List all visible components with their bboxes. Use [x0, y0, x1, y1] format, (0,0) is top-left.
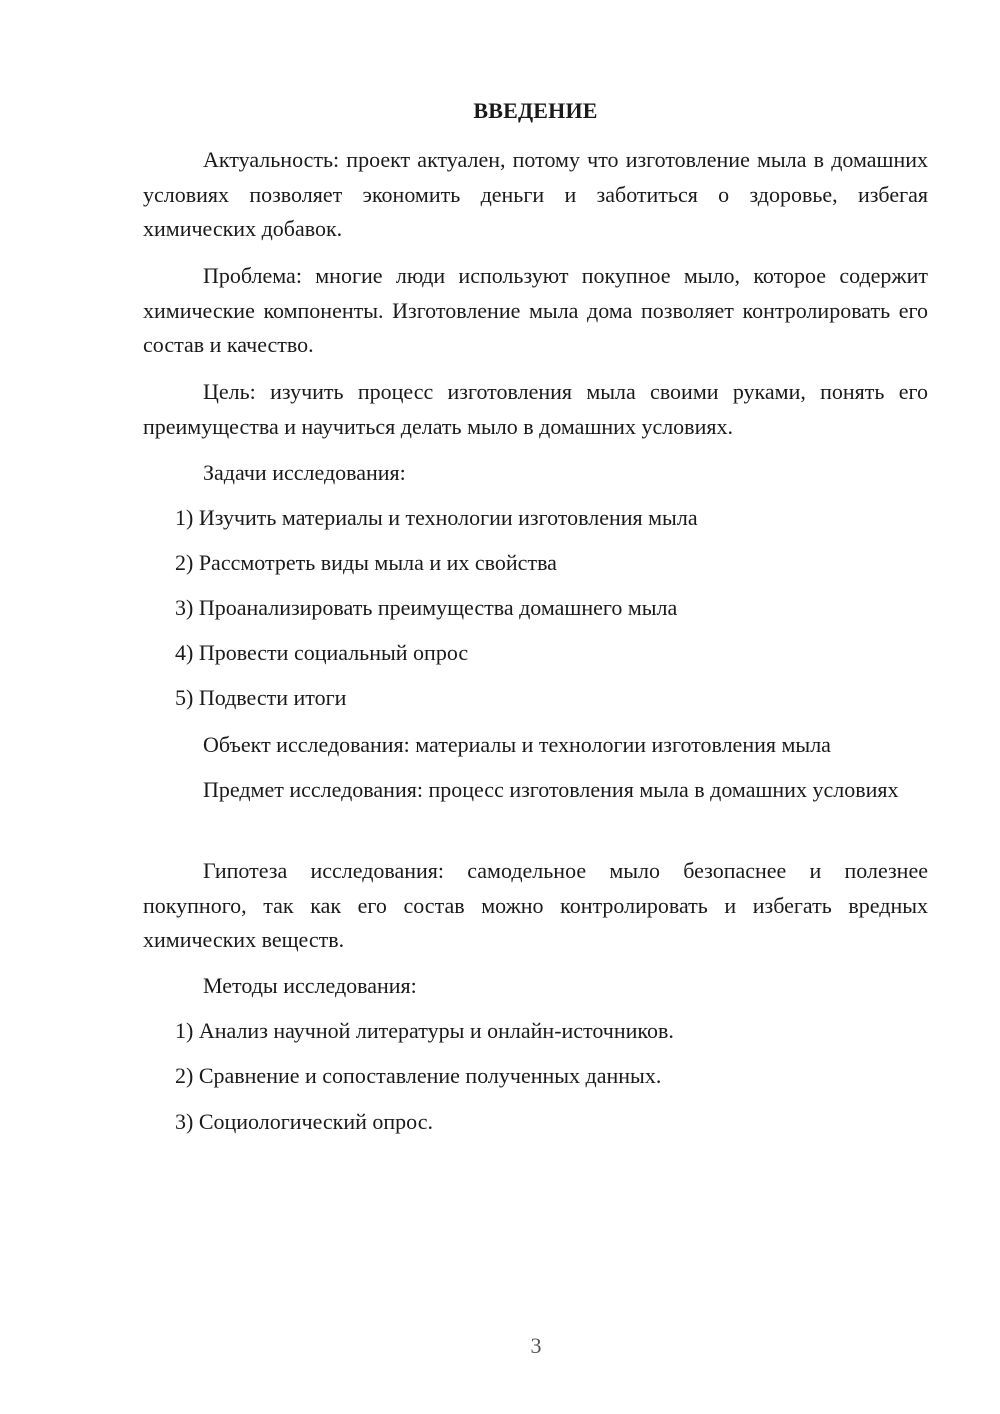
section-title: ВВЕДЕНИЕ: [473, 98, 598, 123]
methods-heading: Методы исследования:: [203, 973, 417, 998]
page-number: 3: [530, 1333, 542, 1358]
method-item: 2) Сравнение и сопоставление полученных данных.: [175, 1063, 662, 1088]
hypothesis-paragraph: Гипотеза исследования: самодельное мыло безопаснее и полезнее покупного, так как его состав можно контролировать и избегать вредных химических веществ.: [143, 858, 928, 952]
task-item: 1) Изучить материалы и технологии изготовления мыла: [175, 505, 698, 530]
task-item: 2) Рассмотреть виды мыла и их свойства: [175, 550, 557, 575]
method-item: 3) Социологический опрос.: [175, 1109, 433, 1134]
goal-paragraph: Цель: изучить процесс изготовления мыла своими руками, понять его преимущества и научиться делать мыло в домашних условиях.: [143, 379, 928, 439]
problem-paragraph: Проблема: многие люди используют покупное мыло, которое содержит химические компоненты. Изготовление мыла дома позволяет контролировать его состав и качество.: [143, 263, 928, 357]
task-item: 3) Проанализировать преимущества домашнего мыла: [175, 595, 678, 620]
task-item: 5) Подвести итоги: [175, 685, 347, 710]
object-paragraph: Объект исследования: материалы и технологии изготовления мыла: [203, 732, 831, 757]
task-item: 4) Провести социальный опрос: [175, 640, 469, 665]
subject-paragraph: Предмет исследования: процесс изготовления мыла в домашних условиях: [203, 777, 899, 802]
method-item: 1) Анализ научной литературы и онлайн-источников.: [175, 1018, 674, 1043]
relevance-paragraph: Актуальность: проект актуален, потому что изготовление мыла в домашних условиях позволяет экономить деньги и заботиться о здоровье, избегая химических добавок.: [143, 147, 928, 241]
tasks-heading: Задачи исследования:: [203, 460, 406, 485]
